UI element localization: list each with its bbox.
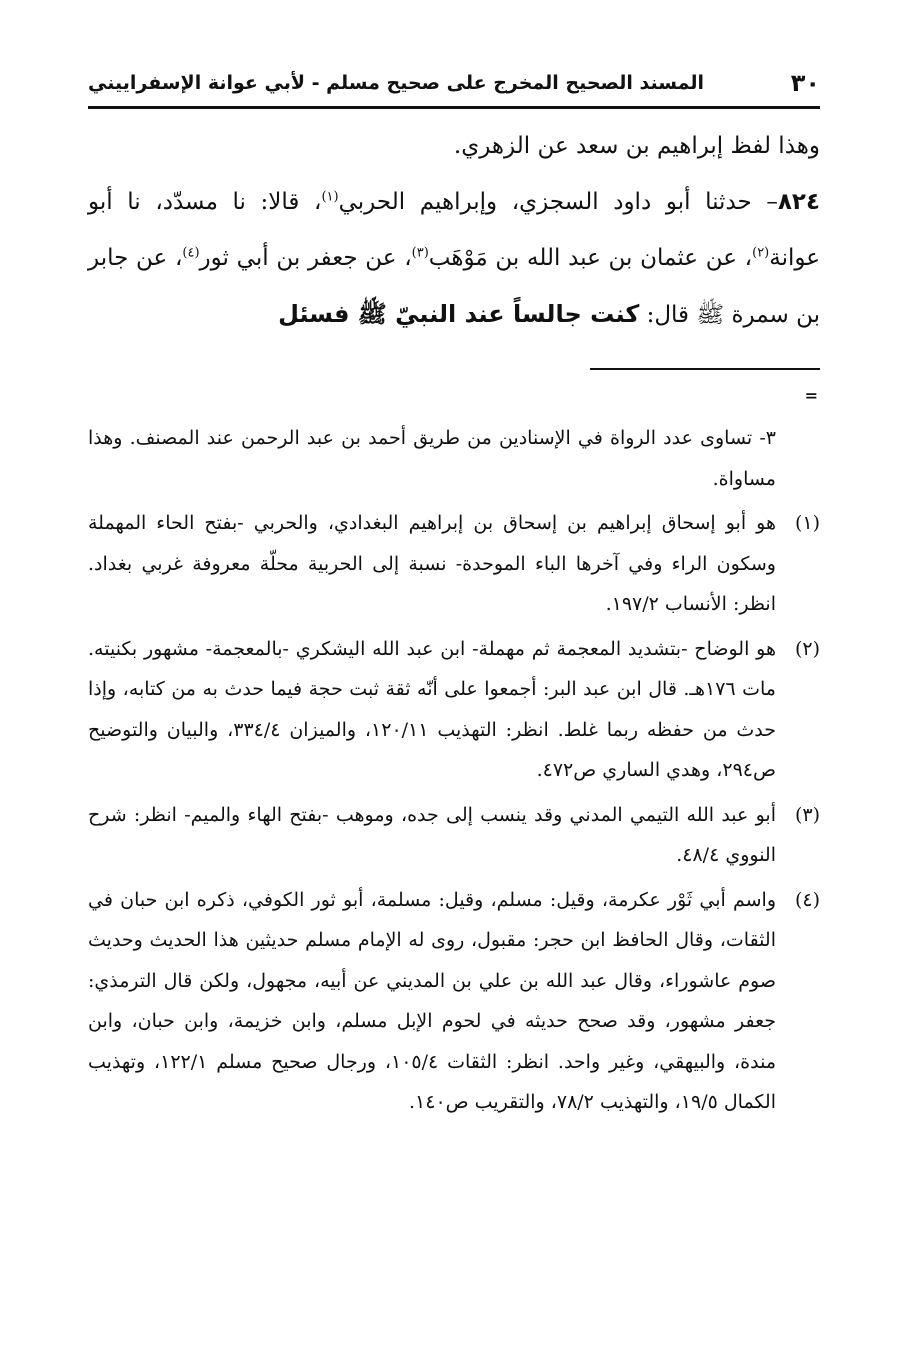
footnote-text: هو أبو إسحاق إبراهيم بن إسحاق بن إبراهيم البغدادي، والحربي -بفتح الحاء المهملة وسكون الراء وفي آخرها الباء الموحدة- نسبة إلى الحربية محلّة معروفة غربي بغداد. انظر: الأنساب ١٩٧/٢. — [88, 512, 776, 615]
footnote-continued — [88, 418, 820, 499]
footnotes — [88, 418, 820, 1127]
footnote-label: (٣) — [794, 803, 820, 826]
footnote-divider — [590, 368, 820, 370]
hadith-matn-bold: كنت جالساً عند النبيّ ﷺ فسئل — [278, 300, 640, 328]
footnote-ref[interactable]: (٢) — [752, 245, 770, 261]
footnote-1 — [88, 503, 820, 625]
footnote-ref[interactable]: (٤) — [182, 245, 200, 261]
hadith-text-part: ، قالا: نا مسدّد، نا أبو عوانة — [88, 189, 820, 271]
footnote-label: (٢) — [794, 637, 820, 660]
footnote-text: ٣- تساوى عدد الرواة في الإسنادين من طريق أحمد بن عبد الرحمن عند المصنف. وهذا مساواة. — [88, 427, 776, 490]
footnote-ref[interactable]: (١) — [321, 189, 339, 205]
continuation-marker: = — [804, 386, 818, 405]
footnote-4 — [88, 880, 820, 1123]
footnote-ref[interactable]: (٣) — [411, 245, 429, 261]
footnote-text: هو الوضاح -بتشديد المعجمة ثم مهملة- ابن عبد الله اليشكري -بالمعجمة- مشهور بكنيته. مات ١٧٦هـ. قال ابن عبد البر: أجمعوا على أنّه ثقة ثبت حجة فيما حدث به من كتابه، وإذا حدث من حفظه ربما غلط. انظر: التهذيب ١٢٠/١١، والميزان ٣٣٤/٤، والبيان والتوضيح ص٢٩٤، وهدي الساري ص٤٧٢. — [88, 637, 776, 781]
footnote-text: أبو عبد الله التيمي المدني وقد ينسب إلى جده، وموهب -بفتح الهاء والميم- انظر: شرح النووي ٤٨/٤. — [88, 803, 776, 866]
main-text — [88, 118, 820, 343]
footnote-2 — [88, 629, 820, 791]
running-title: المسند الصحيح المخرج على صحيح مسلم - لأبي عوانة الإسفراييني — [88, 72, 704, 94]
footnote-3 — [88, 795, 820, 876]
footnote-label: (٤) — [794, 888, 820, 911]
hadith-paragraph — [88, 174, 820, 343]
main-line: وهذا لفظ إبراهيم بن سعد عن الزهري. — [453, 133, 820, 159]
hadith-number: ٨٢٤ — [777, 189, 820, 215]
footnote-label: (١) — [794, 512, 820, 534]
footnote-text: واسم أبي ثَوْر عكرمة، وقيل: مسلم، وقيل: مسلمة، أبو ثور الكوفي، ذكره ابن حبان في الثقات، وقال الحافظ ابن حجر: مقبول، روى له الإمام مسلم حديثين هذا الحديث وحديث صوم عاشوراء، وقال عبد الله بن علي بن المديني عن أبيه، مجهول، ولكن قال الترمذي: جعفر مشهور، وقد صحح حديثه في لحوم الإبل مسلم، وابن خزيمة، وابن حبان، وابن مندة، والبيهقي، وغير واحد. انظر: الثقات ١٠٥/٤، ورجال صحيح مسلم ١٢٢/١، وتهذيب الكمال ١٩/٥، والتهذيب ٧٨/٢، والتقريب ص١٤٠. — [88, 888, 776, 1113]
hadith-text-part: ، عن جابر بن سمرة ﷺ قال: — [88, 245, 820, 328]
page-header — [88, 60, 820, 109]
page-number: ٣٠ — [790, 69, 820, 97]
hadith-text-part: – حدثنا أبو داود السجزي، وإبراهيم الحربي — [338, 189, 778, 215]
hadith-text-part: ، عن عثمان بن عبد الله بن مَوْهَب — [428, 245, 753, 271]
hadith-text-part: ، عن جعفر بن أبي ثور — [199, 245, 412, 271]
